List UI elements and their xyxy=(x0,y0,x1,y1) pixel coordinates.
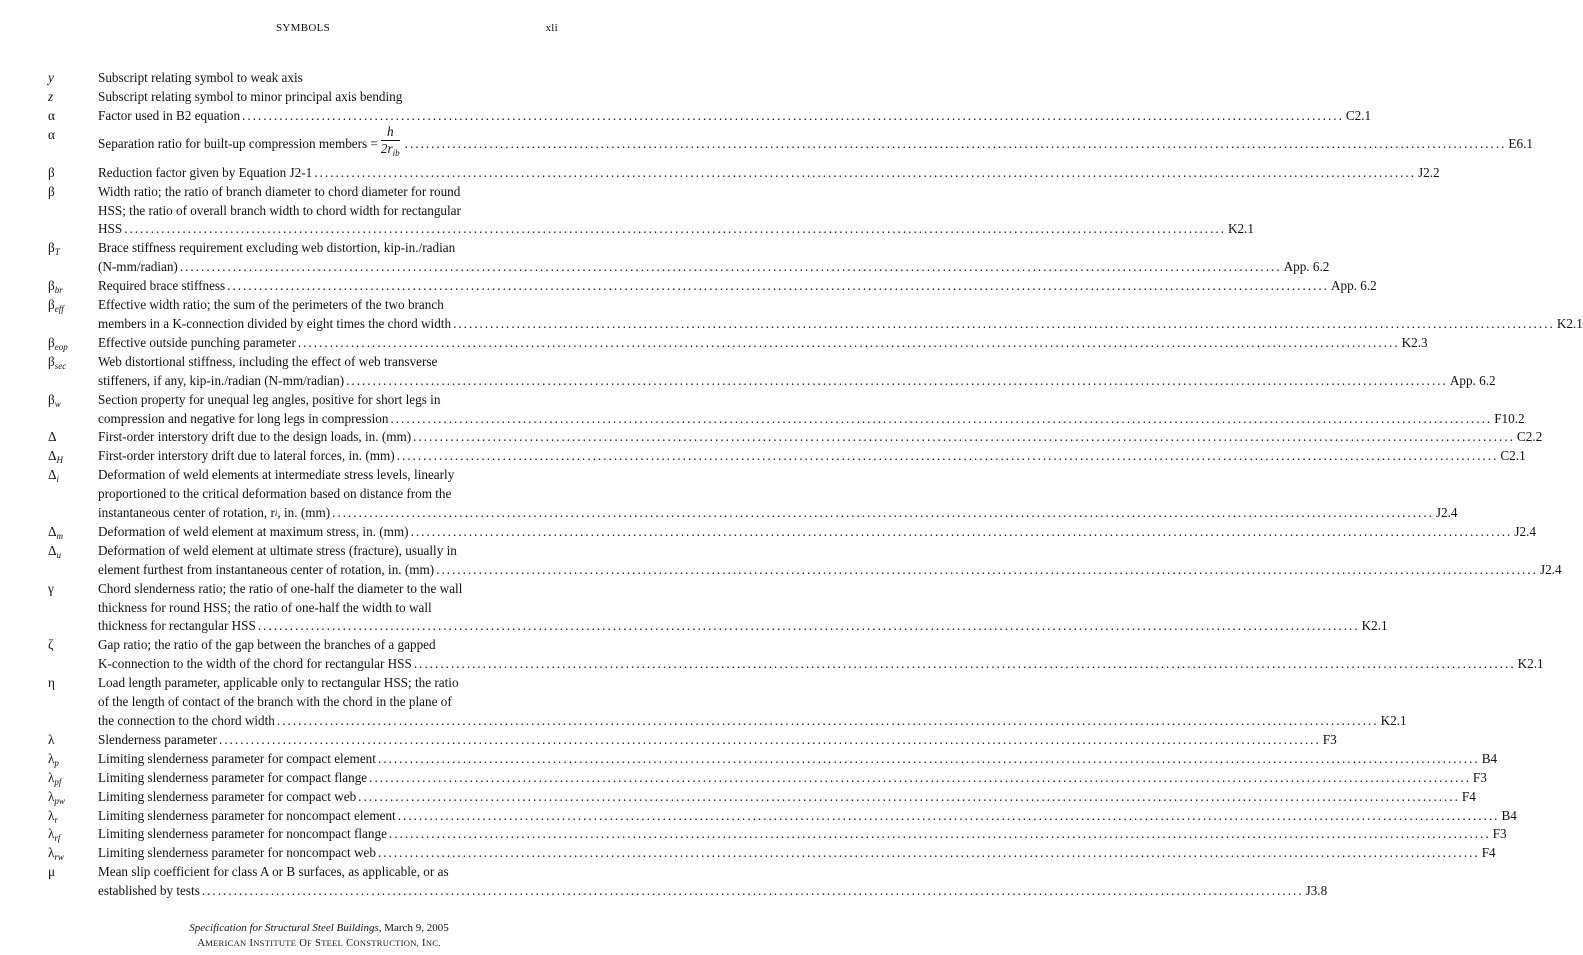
symbol-char: β xyxy=(48,391,55,407)
symbol-entry xyxy=(48,124,1533,164)
dot-leader xyxy=(367,769,1473,788)
definition-text: established by tests xyxy=(98,883,200,899)
definition-line xyxy=(98,580,1388,599)
symbol-entry xyxy=(48,523,1536,542)
section-reference: K2.1 xyxy=(1517,656,1544,672)
symbol-definition xyxy=(98,296,1583,334)
definition-line xyxy=(98,542,1562,561)
definition-text: Chord slenderness ratio; the ratio of one-half the diameter to the wall xyxy=(98,580,463,596)
definition-text: Limiting slenderness parameter for compact flange xyxy=(98,769,368,785)
section-reference: J2.4 xyxy=(1435,505,1458,521)
definition-text: instantaneous center of rotation, r xyxy=(98,505,275,521)
inline-subscript: i xyxy=(274,508,278,519)
definition-line xyxy=(98,882,1327,901)
symbol-char: y xyxy=(48,70,54,85)
symbol-definition xyxy=(98,239,1329,277)
dot-leader xyxy=(411,428,1517,447)
symbol-subscript: eop xyxy=(54,341,68,352)
symbol-char: λ xyxy=(48,769,55,785)
section-reference: J2.4 xyxy=(1514,523,1536,539)
definition-line xyxy=(98,296,1583,315)
symbol-entry xyxy=(48,769,1487,788)
symbol-subscript: u xyxy=(56,549,61,560)
definition-text: HSS xyxy=(98,221,123,237)
symbol xyxy=(48,391,98,429)
section-reference: K2.1 xyxy=(1380,713,1407,728)
symbol xyxy=(48,674,98,731)
symbol-definition xyxy=(98,807,1517,826)
symbol-definition xyxy=(98,466,1458,523)
definition-text: Section property for unequal leg angles, positive for short legs in xyxy=(98,391,441,407)
dot-leader xyxy=(200,882,1306,901)
org-word: OF xyxy=(299,938,313,949)
definition-text: Brace stiffness requirement excluding web distortion, kip-in./radian xyxy=(98,240,456,256)
org-word: INSTITUTE xyxy=(249,938,297,949)
section-reference: B4 xyxy=(1481,750,1498,766)
definition-text: First-order interstory drift due to the design loads, in. (mm) xyxy=(98,429,412,445)
section-reference: E6.1 xyxy=(1508,136,1533,152)
dot-leader xyxy=(395,447,1501,466)
symbol xyxy=(48,466,98,523)
definition-text: Deformation of weld element at maximum stress, in. (mm) xyxy=(98,523,409,539)
definition-line xyxy=(98,825,1507,844)
symbol xyxy=(48,107,98,126)
symbol-entry xyxy=(48,164,1440,183)
symbol-char: Δ xyxy=(48,542,57,558)
symbol-definition xyxy=(98,88,558,107)
definition-text: Deformation of weld element at ultimate stress (fracture), usually in xyxy=(98,542,457,558)
symbol xyxy=(48,239,98,277)
symbol-definition xyxy=(98,107,1371,126)
dot-leader xyxy=(396,807,1502,826)
definition-text: First-order interstory drift due to lateral forces, in. (mm) xyxy=(98,448,395,464)
definition-line xyxy=(98,693,1407,712)
symbol-entry xyxy=(48,863,1328,901)
definition-line xyxy=(98,202,1254,221)
definition-line xyxy=(98,674,1407,693)
dot-leader xyxy=(451,315,1557,334)
symbol xyxy=(48,353,98,391)
symbol xyxy=(48,126,98,164)
section-reference: App. 6.2 xyxy=(1449,372,1496,388)
section-reference: K2.3 xyxy=(1401,334,1428,350)
symbol-char: Δ xyxy=(48,467,57,483)
definition-line xyxy=(98,731,1337,750)
definition-line xyxy=(98,428,1542,447)
dot-leader xyxy=(178,258,1284,277)
definition-line xyxy=(98,277,1377,296)
symbol-subscript: p xyxy=(54,757,59,768)
dot-leader xyxy=(240,107,1346,126)
symbol-definition xyxy=(98,825,1507,844)
definition-line xyxy=(98,655,1544,674)
definition-text: compression and negative for long legs in compression xyxy=(98,410,389,426)
symbol-char: β xyxy=(48,353,55,369)
definition-text: members in a K-connection divided by eight times the chord width xyxy=(98,315,452,331)
symbol-entry xyxy=(48,844,1496,863)
symbol-definition xyxy=(98,334,1428,353)
symbol-char: β xyxy=(48,278,55,294)
symbol-definition xyxy=(98,126,1533,164)
symbol-char: γ xyxy=(48,580,54,596)
org-word: CONSTRUCTION, xyxy=(346,938,420,949)
symbol-subscript: H xyxy=(56,455,63,466)
section-reference: K2.1 xyxy=(1227,221,1254,237)
definition-line xyxy=(98,466,1458,485)
definition-line xyxy=(98,863,1327,882)
symbol-definition xyxy=(98,69,558,88)
definition-line xyxy=(98,504,1458,523)
definition-text: Width ratio; the ratio of branch diameter to chord diameter for round xyxy=(98,183,461,199)
definition-text: Limiting slenderness parameter for noncompact web xyxy=(98,845,376,861)
symbol-entry xyxy=(48,183,1254,240)
symbol-subscript: br xyxy=(54,285,63,296)
definition-text: of the length of contact of the branch with the chord in the plane of xyxy=(98,694,452,710)
definition-text: Web distortional stiffness, including the effect of web transverse xyxy=(98,353,438,369)
section-reference: F4 xyxy=(1481,845,1496,861)
dot-leader xyxy=(217,731,1323,750)
dot-leader xyxy=(387,825,1493,844)
symbol-entry xyxy=(48,580,1388,637)
symbol-char: λ xyxy=(48,845,55,861)
symbol-entry xyxy=(48,674,1407,731)
symbol-entry xyxy=(48,277,1377,296)
definition-text: stiffeners, if any, kip-in./radian (N-mm/radian) xyxy=(98,372,345,388)
symbol-char: λ xyxy=(48,731,55,747)
section-reference: F3 xyxy=(1472,769,1487,785)
symbol-char: α xyxy=(48,126,55,142)
symbol-definition xyxy=(98,674,1407,731)
footer-citation xyxy=(0,921,638,936)
fraction-denominator-subscript: ib xyxy=(392,148,400,159)
section-reference: F3 xyxy=(1492,826,1507,842)
definition-line xyxy=(98,220,1254,239)
definition-text: Limiting slenderness parameter for noncompact element xyxy=(98,807,396,823)
definition-text: thickness for round HSS; the ratio of one-half the width to wall xyxy=(98,599,432,615)
definition-line xyxy=(98,485,1458,504)
symbol xyxy=(48,731,98,750)
symbol-char: Δ xyxy=(48,429,57,445)
section-reference: J3.8 xyxy=(1305,883,1328,899)
definition-line xyxy=(98,807,1517,826)
definition-text: Limiting slenderness parameter for noncompact flange xyxy=(98,826,387,842)
symbol-subscript: pw xyxy=(54,795,65,806)
symbol-subscript: eff xyxy=(54,304,64,315)
dot-leader xyxy=(256,617,1362,636)
symbol-definition xyxy=(98,636,1544,674)
section-reference: K2.1 xyxy=(1556,315,1583,331)
section-reference: J2.4 xyxy=(1539,561,1562,577)
symbol xyxy=(48,428,98,447)
symbol-entry xyxy=(48,447,1526,466)
definition-line xyxy=(98,126,1533,164)
symbol-definition xyxy=(98,769,1487,788)
symbol-entry xyxy=(48,296,1583,334)
definition-text: Limiting slenderness parameter for compact element xyxy=(98,750,376,766)
fraction-numerator: h xyxy=(381,124,400,141)
header-title: SYMBOLS xyxy=(275,22,331,34)
symbol-definition xyxy=(98,863,1327,901)
fraction-denominator xyxy=(381,141,400,157)
definition-line xyxy=(98,183,1254,202)
definition-text: Required brace stiffness xyxy=(98,278,226,294)
symbol-char: λ xyxy=(48,788,55,804)
symbol-entry xyxy=(48,334,1428,353)
dot-leader xyxy=(122,220,1228,239)
symbol xyxy=(48,88,98,107)
definition-line xyxy=(98,769,1487,788)
symbol-char: λ xyxy=(48,750,55,766)
footer-date: March 9, 2005 xyxy=(384,922,449,934)
definition-text: the connection to the chord width xyxy=(98,713,275,728)
symbol-entry xyxy=(48,807,1517,826)
symbol-definition xyxy=(98,542,1562,580)
symbol xyxy=(48,750,98,769)
symbol-entry xyxy=(48,239,1330,277)
symbol-definition xyxy=(98,183,1254,240)
symbol xyxy=(48,636,98,674)
symbol-entry xyxy=(48,788,1476,807)
symbol-char: β xyxy=(48,240,55,256)
definition-line xyxy=(98,712,1407,731)
symbol-char: λ xyxy=(48,826,55,842)
symbol-entry xyxy=(48,391,1525,429)
page-header xyxy=(48,22,558,42)
dot-leader xyxy=(312,164,1418,183)
definition-text: Mean slip coefficient for class A or B surfaces, as applicable, or as xyxy=(98,864,449,880)
symbol xyxy=(48,825,98,844)
symbol-definition xyxy=(98,164,1440,183)
symbol-definition xyxy=(98,523,1536,542)
symbol-subscript: sec xyxy=(54,360,67,371)
symbol-subscript: w xyxy=(54,398,61,409)
symbol-entry xyxy=(48,69,558,88)
org-word: INC. xyxy=(422,938,441,949)
symbol-char: η xyxy=(48,675,55,691)
symbol-entry xyxy=(48,353,1496,391)
footer-spec-title: Specification for Structural Steel Buildings, xyxy=(189,922,382,934)
dot-leader xyxy=(434,561,1540,580)
symbol-subscript: m xyxy=(56,530,63,541)
section-reference: F3 xyxy=(1322,731,1337,747)
symbol xyxy=(48,580,98,637)
section-reference: C2.1 xyxy=(1345,107,1372,123)
symbol-definition xyxy=(98,391,1525,429)
symbol xyxy=(48,769,98,788)
symbol-subscript: T xyxy=(54,247,60,258)
definition-text: Slenderness parameter xyxy=(98,731,218,747)
symbol-entry xyxy=(48,107,1372,126)
symbol-subscript: r xyxy=(54,814,58,825)
definition-text: Load length parameter, applicable only to rectangular HSS; the ratio xyxy=(98,675,459,691)
section-reference: F4 xyxy=(1461,788,1476,804)
definition-line xyxy=(98,353,1496,372)
symbol-char: μ xyxy=(48,864,56,880)
dot-leader xyxy=(225,277,1331,296)
symbol-entry xyxy=(48,750,1498,769)
symbol-definition xyxy=(98,788,1476,807)
definition-text: Deformation of weld elements at intermediate stress levels, linearly xyxy=(98,467,455,483)
symbol-entry xyxy=(48,542,1562,580)
symbol-char: λ xyxy=(48,807,55,823)
symbol-char: z xyxy=(48,88,54,104)
definition-line xyxy=(98,617,1388,636)
symbol xyxy=(48,788,98,807)
definition-line xyxy=(98,750,1497,769)
dot-leader xyxy=(388,410,1494,429)
definition-text: K-connection to the width of the chord for rectangular HSS xyxy=(98,656,412,672)
definition-line xyxy=(98,88,558,107)
definition-text: Factor used in B2 equation xyxy=(98,107,241,123)
section-reference: C2.2 xyxy=(1516,429,1543,445)
definition-line xyxy=(98,844,1496,863)
definition-line xyxy=(98,69,558,88)
symbol-definition xyxy=(98,750,1497,769)
symbol-char: β xyxy=(48,297,55,313)
section-reference: C2.1 xyxy=(1500,448,1526,464)
symbol-char: β xyxy=(48,183,55,199)
definition-line xyxy=(98,164,1440,183)
symbol-entry xyxy=(48,636,1544,674)
symbol-definition xyxy=(98,428,1542,447)
definition-line xyxy=(98,107,1371,126)
fraction xyxy=(381,124,400,157)
dot-leader xyxy=(330,504,1436,523)
page-number: xli xyxy=(545,22,558,34)
definition-text: HSS; the ratio of overall branch width to chord width for rectangular xyxy=(98,202,461,218)
definition-text: thickness for rectangular HSS xyxy=(98,618,256,634)
symbol-subscript: i xyxy=(56,474,59,485)
symbol xyxy=(48,334,98,353)
section-reference: F10.2 xyxy=(1494,410,1525,426)
symbol xyxy=(48,807,98,826)
symbol xyxy=(48,183,98,240)
dot-leader xyxy=(403,135,1509,154)
section-reference: J2.2 xyxy=(1418,164,1440,180)
definition-text: Effective outside punching parameter xyxy=(98,334,296,350)
definition-line xyxy=(98,447,1526,466)
dot-leader xyxy=(376,844,1482,863)
symbol xyxy=(48,523,98,542)
definition-text: Gap ratio; the ratio of the gap between the branches of a gapped xyxy=(98,637,436,653)
symbol-char: β xyxy=(48,334,55,350)
definition-line xyxy=(98,599,1388,618)
definition-line xyxy=(98,788,1476,807)
section-reference: App. 6.2 xyxy=(1283,259,1330,275)
symbol xyxy=(48,164,98,183)
symbol-list xyxy=(48,69,1583,901)
dot-leader xyxy=(296,334,1402,353)
symbol-subscript: rf xyxy=(54,833,61,844)
symbol-entry xyxy=(48,88,558,107)
definition-text: (N-mm/radian) xyxy=(98,259,178,275)
section-reference: B4 xyxy=(1501,807,1517,823)
symbol-char: Δ xyxy=(48,448,57,464)
symbol xyxy=(48,844,98,863)
symbol-definition xyxy=(98,580,1388,637)
definition-text-continued: , in. (mm) xyxy=(277,505,331,521)
definition-line xyxy=(98,258,1329,277)
symbol-definition xyxy=(98,277,1377,296)
symbol xyxy=(48,863,98,901)
definition-text: Subscript relating symbol to minor principal axis bending xyxy=(98,88,403,104)
symbol-char: β xyxy=(48,164,55,180)
symbol-entry xyxy=(48,731,1337,750)
definition-text: Reduction factor given by Equation J2-1 xyxy=(98,164,313,180)
definition-text: Effective width ratio; the sum of the perimeters of the two branch xyxy=(98,297,444,313)
symbol-definition xyxy=(98,731,1337,750)
symbol-char: α xyxy=(48,107,55,123)
definition-text: Subscript relating symbol to weak axis xyxy=(98,70,303,85)
definition-text: Separation ratio for built-up compression members = xyxy=(98,136,378,152)
definition-line xyxy=(98,523,1536,542)
dot-leader xyxy=(376,750,1482,769)
symbol-entry xyxy=(48,428,1543,447)
definition-line xyxy=(98,410,1525,429)
definition-line xyxy=(98,636,1544,655)
symbol-definition xyxy=(98,447,1526,466)
symbol-subscript: pf xyxy=(54,776,62,787)
fraction-denominator-text: 2r xyxy=(380,141,393,157)
symbol-char: ζ xyxy=(48,637,54,653)
symbol xyxy=(48,296,98,334)
symbol xyxy=(48,277,98,296)
definition-line xyxy=(98,315,1583,334)
definition-text: Limiting slenderness parameter for compact web xyxy=(98,788,357,804)
definition-text: proportioned to the critical deformation based on distance from the xyxy=(98,486,452,502)
definition-line xyxy=(98,391,1525,410)
section-reference: App. 6.2 xyxy=(1330,278,1377,294)
definition-line xyxy=(98,372,1496,391)
dot-leader xyxy=(344,372,1450,391)
definition-line xyxy=(98,239,1329,258)
symbol xyxy=(48,542,98,580)
section-reference: K2.1 xyxy=(1361,618,1388,634)
definition-line xyxy=(98,334,1428,353)
footer-organization xyxy=(0,936,638,951)
symbol-subscript: rw xyxy=(54,852,64,863)
definition-text: element furthest from instantaneous center of rotation, in. (mm) xyxy=(98,561,435,577)
symbol-entry xyxy=(48,466,1458,523)
org-word: AMERICAN xyxy=(197,938,247,949)
symbol-definition xyxy=(98,353,1496,391)
org-word: STEEL xyxy=(315,938,344,949)
page-footer xyxy=(0,921,638,951)
dot-leader xyxy=(409,523,1515,542)
symbol-entry xyxy=(48,825,1507,844)
symbol-char: Δ xyxy=(48,523,57,539)
definition-line xyxy=(98,561,1562,580)
dot-leader xyxy=(412,655,1518,674)
symbol xyxy=(48,69,98,88)
symbol xyxy=(48,447,98,466)
dot-leader xyxy=(356,788,1462,807)
symbol-definition xyxy=(98,844,1496,863)
dot-leader xyxy=(275,712,1381,731)
